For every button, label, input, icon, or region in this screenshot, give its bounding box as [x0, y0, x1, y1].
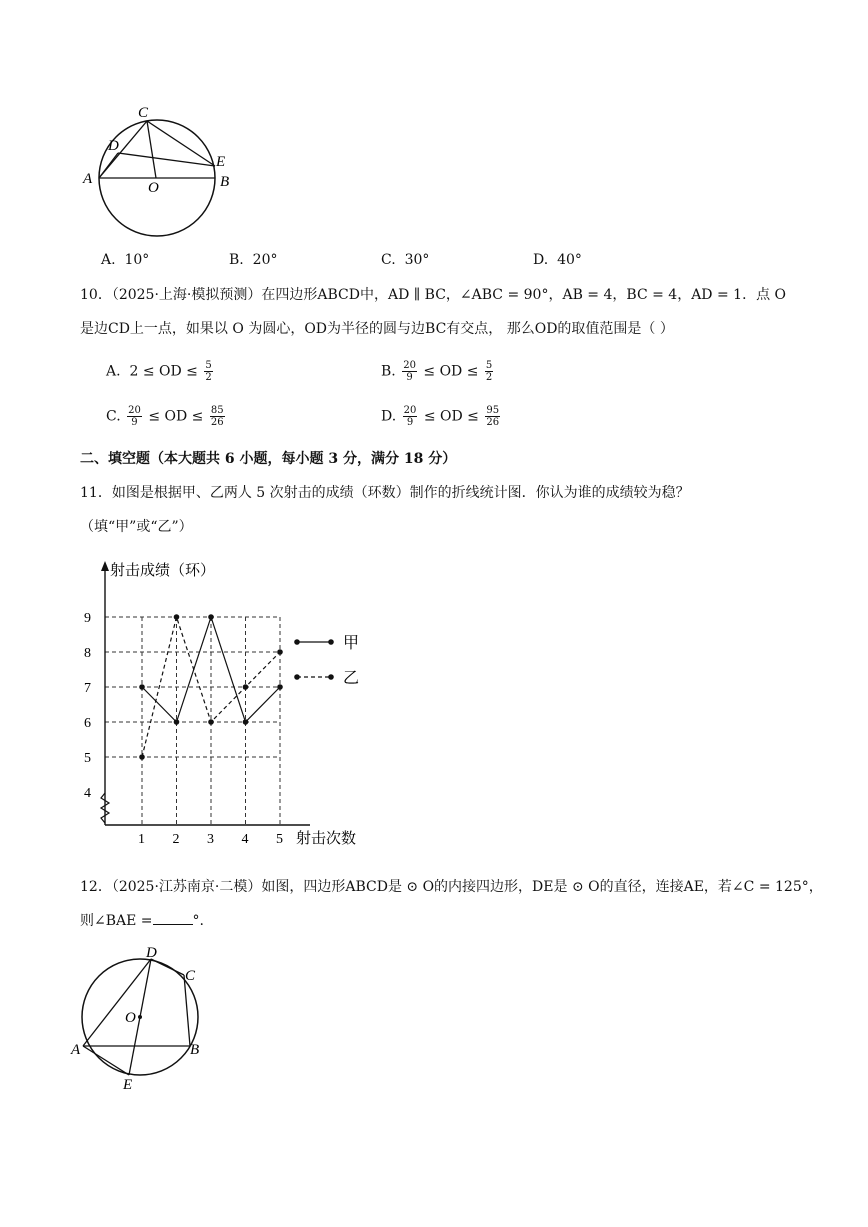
q12-line2: 则∠BAE = °. — [80, 913, 204, 929]
label-C: C — [138, 105, 149, 121]
x-tick-label: 1 — [138, 832, 145, 847]
q9-option-a[interactable]: A. 10° — [101, 252, 150, 268]
q9-option-d[interactable]: D. 40° — [533, 252, 582, 268]
legend-marker — [328, 639, 334, 645]
x-tick-label: 2 — [172, 832, 180, 847]
data-point — [208, 614, 214, 620]
x-tick-label: 5 — [276, 832, 283, 847]
q10-option-b[interactable]: B. $\frac{20}{9}$ ≤ OD ≤ $\frac{5}{2}$ — [381, 360, 493, 383]
q11-line1: 11．如图是根据甲、乙两人 5 次射击的成绩（环数）制作的折线统计图．你认为谁的成绩较为稳？ — [80, 485, 690, 501]
data-point — [243, 719, 249, 725]
q9-option-b[interactable]: B. 20° — [229, 252, 278, 268]
label-O: O — [125, 1010, 136, 1026]
q12-figure — [72, 942, 222, 1092]
y-axis-arrow — [101, 561, 109, 571]
label-A: A — [83, 171, 93, 187]
answer-blank[interactable] — [153, 912, 193, 925]
label-C: C — [185, 968, 196, 984]
label-E: E — [216, 154, 226, 170]
x-tick-label: 4 — [241, 832, 249, 847]
q11-line2: （填“甲”或“乙”） — [80, 519, 193, 535]
q9-figure — [80, 100, 240, 240]
label-B: B — [190, 1042, 200, 1058]
legend-label: 甲 — [343, 635, 360, 652]
q10-option-d[interactable]: D. $\frac{20}{9}$ ≤ OD ≤ $\frac{95}{26}$ — [381, 405, 500, 428]
q10-line2: 是边CD上一点，如果以 O 为圆心，OD为半径的圆与边BC有交点， 那么OD的取值范围是（ ） — [80, 321, 674, 337]
label-D: D — [108, 138, 119, 154]
q9-option-c[interactable]: C. 30° — [381, 252, 430, 268]
data-point — [243, 684, 249, 690]
q10-option-a[interactable]: A. 2 ≤ OD ≤ $\frac{5}{2}$ — [106, 360, 212, 383]
label-D: D — [146, 945, 157, 961]
data-point — [174, 614, 180, 620]
label-B: B — [220, 174, 230, 190]
y-tick-label: 9 — [84, 611, 91, 626]
data-point — [139, 754, 145, 760]
data-point — [139, 684, 145, 690]
shooting-line-chart — [80, 555, 380, 855]
section-title: 二、填空题（本大题共 6 小题，每小题 3 分，满分 18 分） — [80, 451, 457, 467]
x-tick-label: 3 — [207, 832, 214, 847]
legend-marker — [294, 639, 300, 645]
y-tick-label: 6 — [84, 716, 91, 731]
data-point — [208, 719, 214, 725]
y-tick-label: 5 — [84, 751, 91, 766]
label-A: A — [71, 1042, 81, 1058]
q10-line1: 10．（2025·上海·模拟预测）在四边形ABCD中，AD ∥ BC，∠ABC = 90°，AB = 4，BC = 4，AD = 1．点 O — [80, 287, 786, 303]
y-tick-label: 4 — [84, 786, 91, 801]
data-point — [277, 684, 283, 690]
x-axis-title: 射击次数 — [296, 831, 357, 847]
y-axis-title: 射击成绩（环） — [110, 563, 216, 579]
legend-marker — [328, 674, 334, 680]
data-point — [277, 649, 283, 655]
label-E: E — [123, 1077, 133, 1093]
legend-label: 乙 — [343, 670, 360, 687]
q12-line1: 12．（2025·江苏南京·二模）如图，四边形ABCD是 ⊙ O的内接四边形，DE是 ⊙ O的直径，连接AE，若∠C = 125°， — [80, 879, 823, 895]
label-O: O — [148, 180, 159, 196]
q10-option-c[interactable]: C. $\frac{20}{9}$ ≤ OD ≤ $\frac{85}{26}$ — [106, 405, 224, 428]
data-point — [174, 719, 180, 725]
y-tick-label: 7 — [84, 681, 91, 696]
y-tick-label: 8 — [84, 646, 91, 661]
legend-marker — [294, 674, 300, 680]
